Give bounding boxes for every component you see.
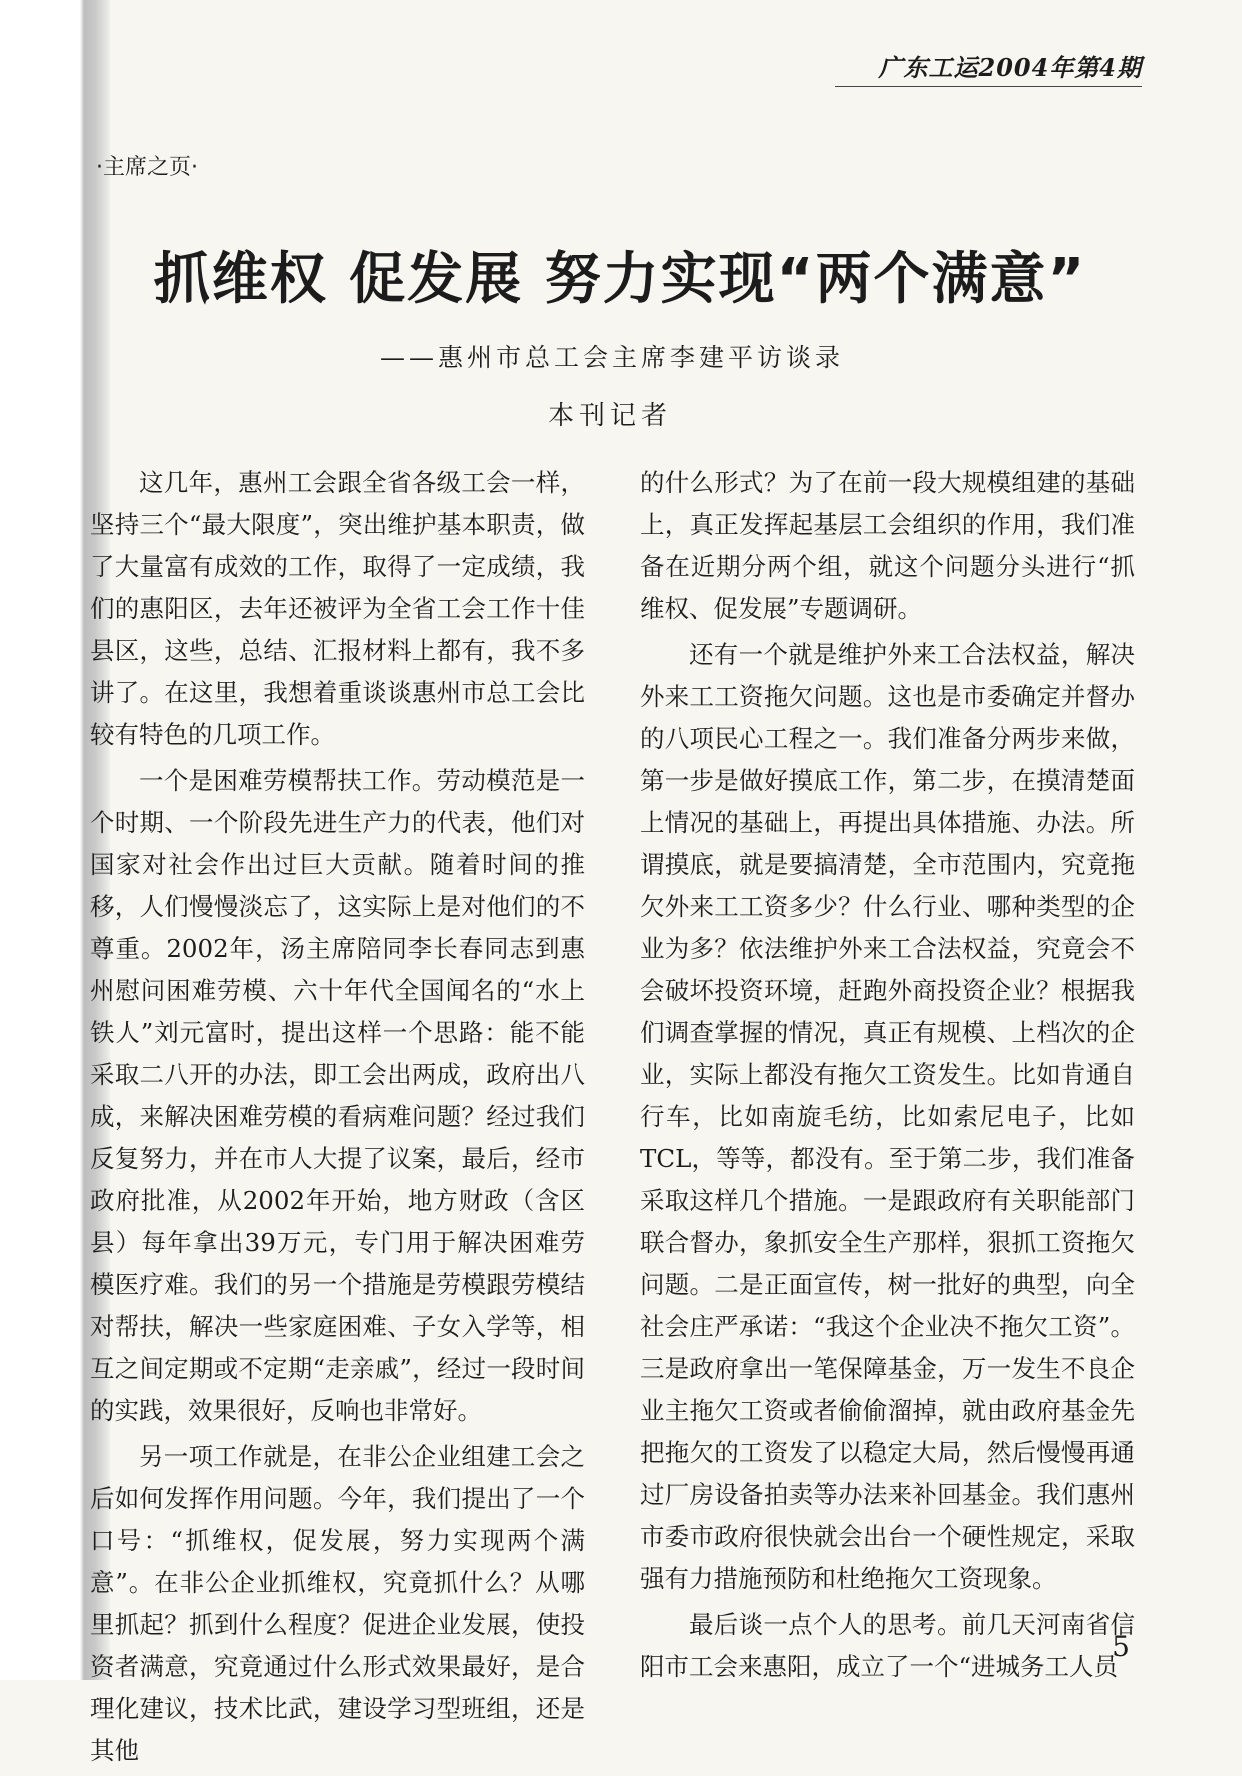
paragraph: 最后谈一点个人的思考。前几天河南省信阳市工会来惠阳，成立了一个“进城务工人员	[640, 1610, 1135, 1681]
paragraph: 一个是困难劳模帮扶工作。劳动模范是一个时期、一个阶段先进生产力的代表，他们对国家对社会作出过巨大贡献。随着时间的推移，人们慢慢淡忘了，这实际上是对他们的不尊重。2002年，汤主席陪同李长春同志到惠州慰问困难劳模、六十年代全国闻名的“水上铁人”刘元富时，提出这样一个思路：能不能采取二八开的办法，即工会出两成，政府出八成，来解决困难劳模的看病难问题？经过我们反复努力，并在市人大提了议案，最后，经市政府批准，从2002年开始，地方财政（含区县）每年拿出39万元，专门用于解决困难劳模医疗难。我们的另一个措施是劳模跟劳模结对帮扶，解决一些家庭困难、子女入学等，相互之间定期或不定期“走亲戚”，经过一段时间的实践，效果很好，反响也非常好。	[90, 766, 585, 1425]
left-column	[90, 462, 585, 1776]
right-column	[640, 462, 1135, 1692]
paragraph: 这几年，惠州工会跟全省各级工会一样，坚持三个“最大限度”，突出维护基本职责，做了大量富有成效的工作，取得了一定成绩，我们的惠阳区，去年还被评为全省工会工作十佳县区，这些，总结、汇报材料上都有，我不多讲了。在这里，我想着重谈谈惠州市总工会比较有特色的几项工作。	[90, 468, 585, 749]
paragraph: 还有一个就是维护外来工合法权益，解决外来工工资拖欠问题。这也是市委确定并督办的八项民心工程之一。我们准备分两步来做，第一步是做好摸底工作，第二步，在摸清楚面上情况的基础上，再提出具体措施、办法。所谓摸底，就是要搞清楚，全市范围内，究竟拖欠外来工工资多少？什么行业、哪种类型的企业为多？依法维护外来工合法权益，究竟会不会破坏投资环境，赶跑外商投资企业？根据我们调查掌握的情况，真正有规模、上档次的企业，实际上都没有拖欠工资发生。比如肯通自行车，比如南旋毛纺，比如索尼电子，比如TCL，等等，都没有。至于第二步，我们准备采取这样几个措施。一是跟政府有关职能部门联合督办，象抓安全生产那样，狠抓工资拖欠问题。二是正面宣传，树一批好的典型，向全社会庄严承诺：“我这个企业决不拖欠工资”。三是政府拿出一笔保障基金，万一发生不良企业主拖欠工资或者偷偷溜掉，就由政府基金先把拖欠的工资发了以稳定大局，然后慢慢再通过厂房设备拍卖等办法来补回基金。我们惠州市委市政府很快就会出台一个硬性规定，采取强有力措施预防和杜绝拖欠工资现象。	[640, 640, 1135, 1593]
header-rule	[835, 86, 1142, 87]
section-tag: ·主席之页·	[96, 155, 198, 180]
paragraph-continuation: 的什么形式？为了在前一段大规模组建的基础上，真正发挥起基层工会组织的作用，我们准备在近期分两个组，就这个问题分头进行“抓维权、促发展”专题调研。	[640, 468, 1135, 623]
article-title: 抓维权 促发展 努力实现“两个满意”	[153, 247, 1087, 312]
byline: 本刊记者	[548, 401, 673, 431]
article-subtitle: ——惠州市总工会主席李建平访谈录	[380, 343, 845, 372]
paragraph: 另一项工作就是，在非公企业组建工会之后如何发挥作用问题。今年，我们提出了一个口号：“抓维权，促发展，努力实现两个满意”。在非公企业抓维权，究竟抓什么？从哪里抓起？抓到什么程度？促进企业发展，使投资者满意，究竟通过什么形式效果最好，是合理化建议，技术比武，建设学习型班组，还是其他	[90, 1442, 585, 1765]
page-number: 5	[1112, 1630, 1130, 1663]
journal-header: 广东工运2004年第4期	[878, 53, 1142, 82]
